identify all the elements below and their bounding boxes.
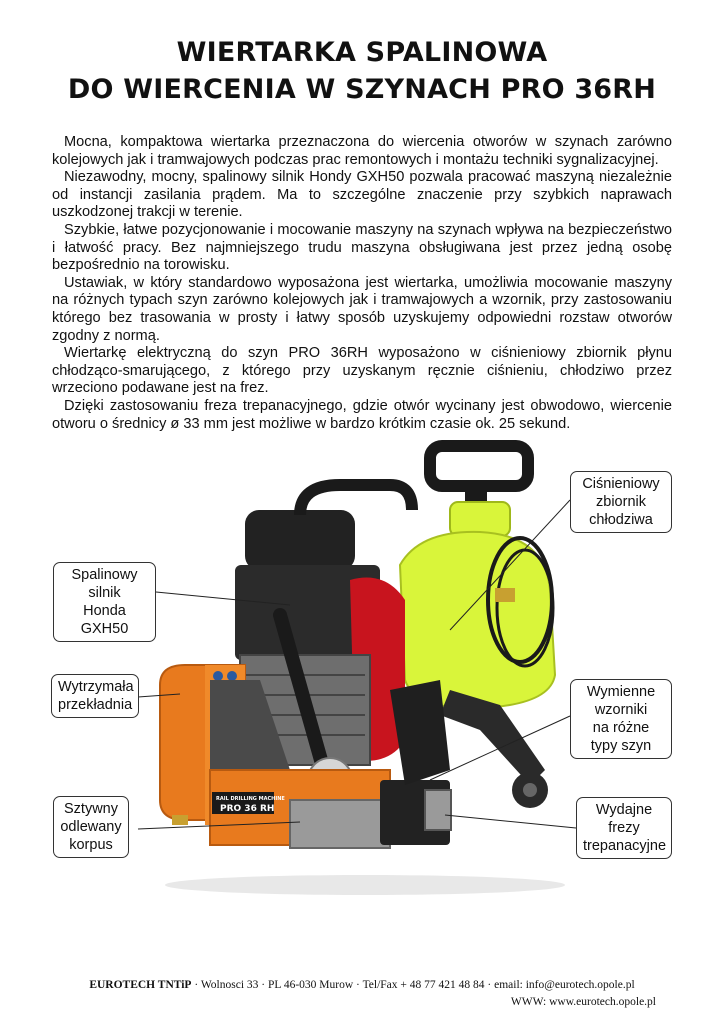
paragraph: Wiertarkę elektryczną do szyn PRO 36RH wyposażono w ciśnieniowy zbiornik płynu chłodząco-smarującego, z którego przy uzyskanym ręcznie ciśnieniu, chłodziwo przez wrzeciono podawane jest na frez. xyxy=(52,345,672,397)
machine-label-line2: PRO 36 RH xyxy=(220,804,275,814)
callout-cutters: Wydajne frezy trepanacyjne xyxy=(576,797,672,859)
coolant-tank xyxy=(400,532,555,708)
paragraph: Szybkie, łatwe pozycjonowanie i mocowanie maszyny na szynach wpływa na bezpieczeństwo i łatwość pracy. Bez najmniejszego trudu maszyna obsługiwana jest przez jedną osobę bezpośrednio na torowisku. xyxy=(52,221,672,274)
paragraph: Ustawiak, w który standardowo wyposażona jest wiertarka, umożliwia mocowanie maszyny na różnych typach szyn zarówno kolejowych jak i tramwajowych a wzornik, przy zastosowaniu którego bez trasowania w prosty i łatwy sposób uzyskujemy odpowiedni rozstaw otworów zgodny z normą. xyxy=(52,274,672,344)
callout-templates: Wymienne wzorniki na różne typy szyn xyxy=(570,679,672,759)
trepanning-cutter xyxy=(425,790,451,830)
footer-phone: Tel/Fax + 48 77 421 48 84 xyxy=(362,979,485,991)
footer-address: Wolnosci 33 xyxy=(200,979,259,991)
footer-www: WWW: www.eurotech.opole.pl xyxy=(510,996,656,1008)
title-line-1: WIERTARKA SPALINOWA xyxy=(176,37,548,68)
callout-gearbox: Wytrzymała przekładnia xyxy=(51,674,139,718)
machine-label-line1: RAIL DRILLING MACHINE xyxy=(216,796,285,802)
drilling-machine-illustration xyxy=(150,440,580,900)
callout-engine: Spalinowy silnik Honda GXH50 xyxy=(53,562,156,642)
callout-coolant-tank: Ciśnieniowy zbiornik chłodziwa xyxy=(570,471,672,533)
paragraph: Dzięki zastosowaniu freza trepanacyjnego, gdzie otwór wycinany jest obwodowo, wiercenie otworu o średnicy ø 33 mm jest możliwe w bardzo krótkim czasie ok. 25 sekund. xyxy=(52,397,672,432)
description-text xyxy=(52,134,672,433)
paragraph: Mocna, kompaktowa wiertarka przeznaczona do wiercenia otworów w szynach zarówno kolejowych jak i tramwajowych podczas prac remontowych i montażu techniki sygnalizacyjnej. xyxy=(52,134,672,168)
engine-air-filter xyxy=(245,510,355,570)
title-line-2: DO WIERCENIA W SZYNACH PRO 36RH xyxy=(67,74,657,105)
footer-company: EUROTECH TNTiP xyxy=(89,979,192,991)
footer-postal: PL 46-030 Murow xyxy=(267,979,354,991)
footer-email: email: info@eurotech.opole.pl xyxy=(494,979,635,991)
callout-body: Sztywny odlewany korpus xyxy=(53,796,129,858)
footer-contact: EUROTECH TNTiP · Wolnosci 33 · PL 46-030 Murow · Tel/Fax + 48 77 421 48 84 · email: info@eurotech.opole.pl xyxy=(89,979,635,991)
page-title xyxy=(0,34,724,108)
paragraph: Niezawodny, mocny, spalinowy silnik Hondy GXH50 pozwala pracować maszyną niezależnie od instancji zasilania prądem. Ma to szczególne znaczenie przy szybkich naprawach uszkodzonej trakcji w terenie. xyxy=(52,169,672,221)
